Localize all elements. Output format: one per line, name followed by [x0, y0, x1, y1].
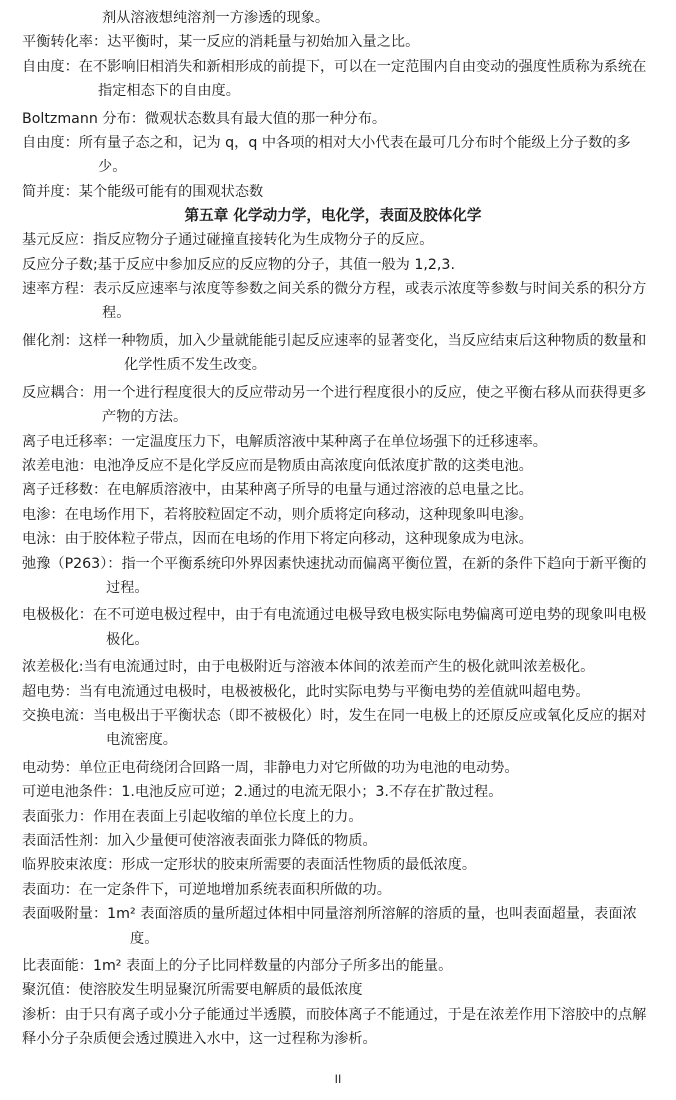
- definition-entry: 基元反应：指反应物分子通过碰撞直接转化为生成物分子的反应。: [22, 232, 434, 249]
- definition-entry: 交换电流：当电极出于平衡状态（即不被极化）时，发生在同一电极上的还原反应或氧化反应的据对电流密度。: [22, 707, 647, 749]
- page-number: II: [334, 1072, 342, 1086]
- definition-entry: 离子迁移数：在电解质溶液中，由某种离子所导的电量与通过溶液的总电量之比。: [22, 482, 533, 499]
- definition-entry: 表面功：在一定条件下，可逆地增加系统表面积所做的功。: [22, 881, 391, 898]
- definition-entry: 电极极化：在不可逆电极过程中，由于有电流通过电极导致电极实际电势偏离可逆电势的现象叫电极极化。: [22, 607, 647, 648]
- definition-entry: 弛豫（P263）：指一个平衡系统印外界因素快速扰动而偏离平衡位置，在新的条件下趋向于新平衡的过程。: [22, 555, 647, 596]
- chapter-heading: 第五章 化学动力学，电化学，表面及胶体化学: [184, 207, 482, 225]
- definition-entry: 离子电迁移率：一定温度压力下，电解质溶液中某种离子在单位场强下的迁移速率。: [22, 433, 547, 450]
- definition-entry: 浓差电池：电池净反应不是化学反应而是物质由高浓度向低浓度扩散的这类电池。: [22, 457, 533, 474]
- definition-entry: 催化剂：这样一种物质，加入少量就能能引起反应速率的显著变化，当反应结束后这种物质的数量和化学性质不发生改变。: [22, 332, 647, 374]
- definition-entry: 比表面能：1m² 表面上的分子比同样数量的内部分子所多出的能量。: [22, 958, 453, 975]
- definition-entry: 反应分子数;基于反应中参加反应的反应物的分子，其值一般为 1,2,3.: [22, 256, 455, 273]
- definition-entry: 简并度：某个能级可能有的围观状态数: [22, 183, 264, 200]
- definition-entry: 平衡转化率：达平衡时，某一反应的消耗量与初始加入量之比。: [22, 34, 420, 51]
- definition-entry: Boltzmann 分布：微观状态数具有最大值的那一种分布。: [22, 110, 387, 127]
- definition-entry: 剂从溶液想纯溶剂一方渗透的现象。: [102, 10, 330, 26]
- definition-entry: 临界胶束浓度：形成一定形状的胶束所需要的表面活性物质的最低浓度。: [22, 857, 477, 874]
- definition-entry: 表面张力：作用在表面上引起收缩的单位长度上的力。: [22, 808, 363, 825]
- definition-entry: 自由度：所有量子态之和，记为 q，q 中各项的相对大小代表在最可几分布时个能级上分子数的多少。: [22, 135, 631, 176]
- definition-entry: 反应耦合：用一个进行程度很大的反应带动另一个进行程度很小的反应，使之平衡右移从而获得更多产物的方法。: [22, 384, 647, 426]
- definition-entry: 聚沉值：使溶胶发生明显聚沉所需要电解质的最低浓度: [22, 982, 363, 999]
- definition-entry: 表面活性剂：加入少量便可使溶液表面张力降低的物质。: [22, 833, 377, 849]
- definition-entry: 自由度：在不影响旧相消失和新相形成的前提下，可以在一定范围内自由变动的强度性质称为系统在指定相态下的自由度。: [22, 58, 647, 100]
- definition-entry: 表面吸附量：1m² 表面溶质的量所超过体相中同量溶剂所溶解的溶质的量，也叫表面超量，表面浓度。: [22, 906, 637, 947]
- definition-entry: 电渗：在电场作用下，若将胶粒固定不动，则介质将定向移动，这种现象叫电渗。: [22, 506, 533, 523]
- definition-entry: 超电势：当有电流通过电极时，电极被极化，此时实际电势与平衡电势的差值就叫超电势。: [22, 683, 590, 700]
- definition-entry: 浓差极化:当有电流通过时，由于电极附近与溶液本体间的浓差而产生的极化就叫浓差极化。: [22, 659, 595, 676]
- definition-entry: 渗析：由于只有离子或小分子能通过半透膜，而胶体离子不能通过，于是在浓差作用下溶胶中的点解释小分子杂质便会透过膜进入水中，这一过程称为渗析。: [22, 1006, 647, 1048]
- definition-entry: 电动势：单位正电荷绕闭合回路一周，非静电力对它所做的功为电池的电动势。: [22, 759, 519, 776]
- definition-entry: 速率方程：表示反应速率与浓度等参数之间关系的微分方程，或表示浓度等参数与时间关系的积分方程。: [22, 281, 647, 322]
- definition-entry: 可逆电池条件：1.电池反应可逆；2.通过的电流无限小；3.不存在扩散过程。: [22, 784, 503, 801]
- document-body: [22, 6, 658, 1052]
- definition-entry: 电泳：由于胶体粒子带点，因而在电场的作用下将定向移动，这种现象成为电泳。: [22, 531, 533, 548]
